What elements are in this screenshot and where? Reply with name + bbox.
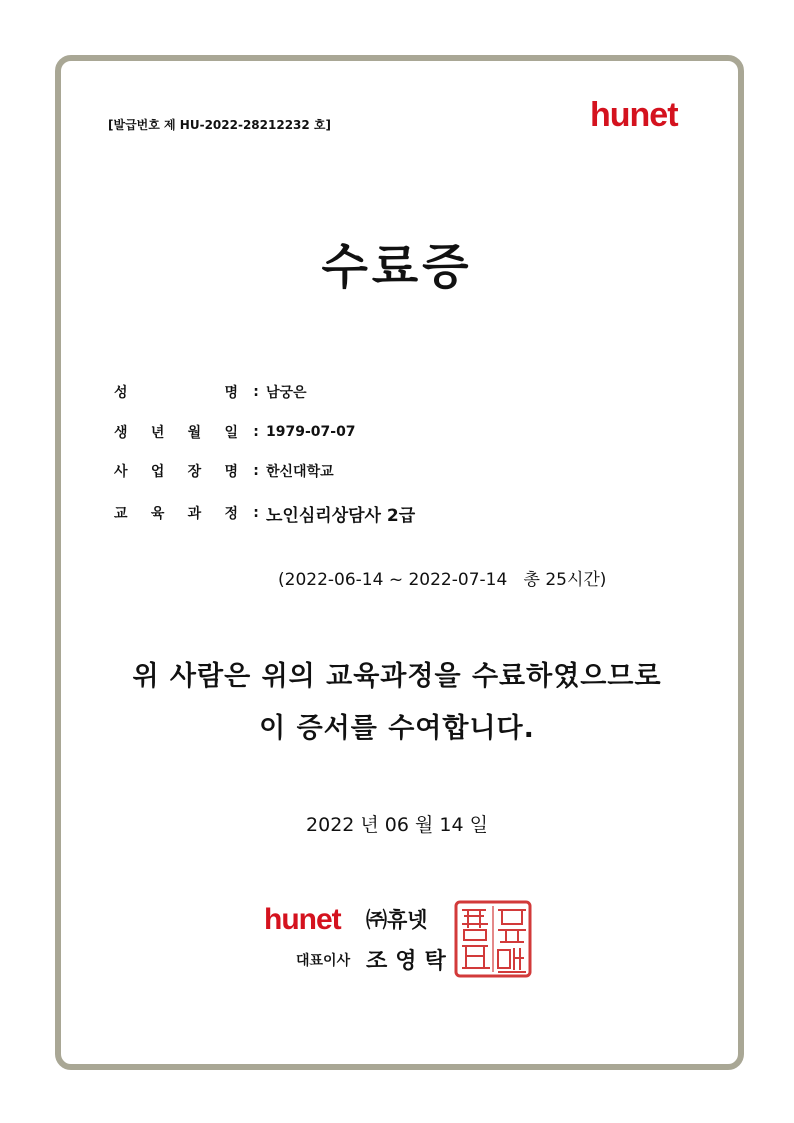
field-row-course bbox=[108, 501, 415, 525]
field-value-birthdate: 1979-07-07 bbox=[266, 424, 356, 440]
field-label: 사 업 장 명 bbox=[114, 464, 238, 480]
field-colon: : bbox=[253, 384, 259, 400]
certificate-title: 수료증 bbox=[321, 239, 473, 295]
issue-number: [발급번호 제 HU-2022-28212232 호] bbox=[108, 118, 331, 132]
field-value-workplace: 한신대학교 bbox=[266, 464, 334, 480]
field-label: 성 명 bbox=[114, 385, 238, 401]
statement-line-1: 위 사람은 위의 교육과정을 수료하였으므로 bbox=[132, 661, 662, 692]
company-seal-stamp bbox=[454, 900, 532, 978]
hunet-logo-top bbox=[588, 94, 688, 136]
logo-text: hunet bbox=[590, 96, 678, 134]
field-value-course: 노인심리상담사 2급 bbox=[266, 505, 416, 526]
statement-line-2: 이 증서를 수여합니다. bbox=[259, 713, 535, 744]
ceo-name: 조영탁 bbox=[366, 948, 454, 974]
course-period: (2022-06-14 ~ 2022-07-14 총 25시간) bbox=[278, 570, 607, 590]
field-row-name bbox=[108, 380, 307, 404]
field-label: 생 년 월 일 bbox=[114, 425, 238, 441]
field-row-workplace bbox=[108, 459, 334, 483]
field-colon: : bbox=[253, 424, 259, 440]
logo-text: hunet bbox=[264, 903, 341, 936]
field-colon: : bbox=[253, 463, 259, 479]
field-colon: : bbox=[253, 505, 259, 521]
field-row-birthdate bbox=[108, 420, 356, 444]
ceo-title: 대표이사 bbox=[296, 953, 351, 969]
company-name: ㈜휴넷 bbox=[366, 908, 428, 932]
issue-date: 2022 년 06 월 14 일 bbox=[306, 814, 488, 836]
field-value-name: 남궁은 bbox=[266, 385, 307, 401]
hunet-logo-bottom bbox=[264, 900, 352, 936]
field-label: 교 육 과 정 bbox=[114, 506, 238, 522]
